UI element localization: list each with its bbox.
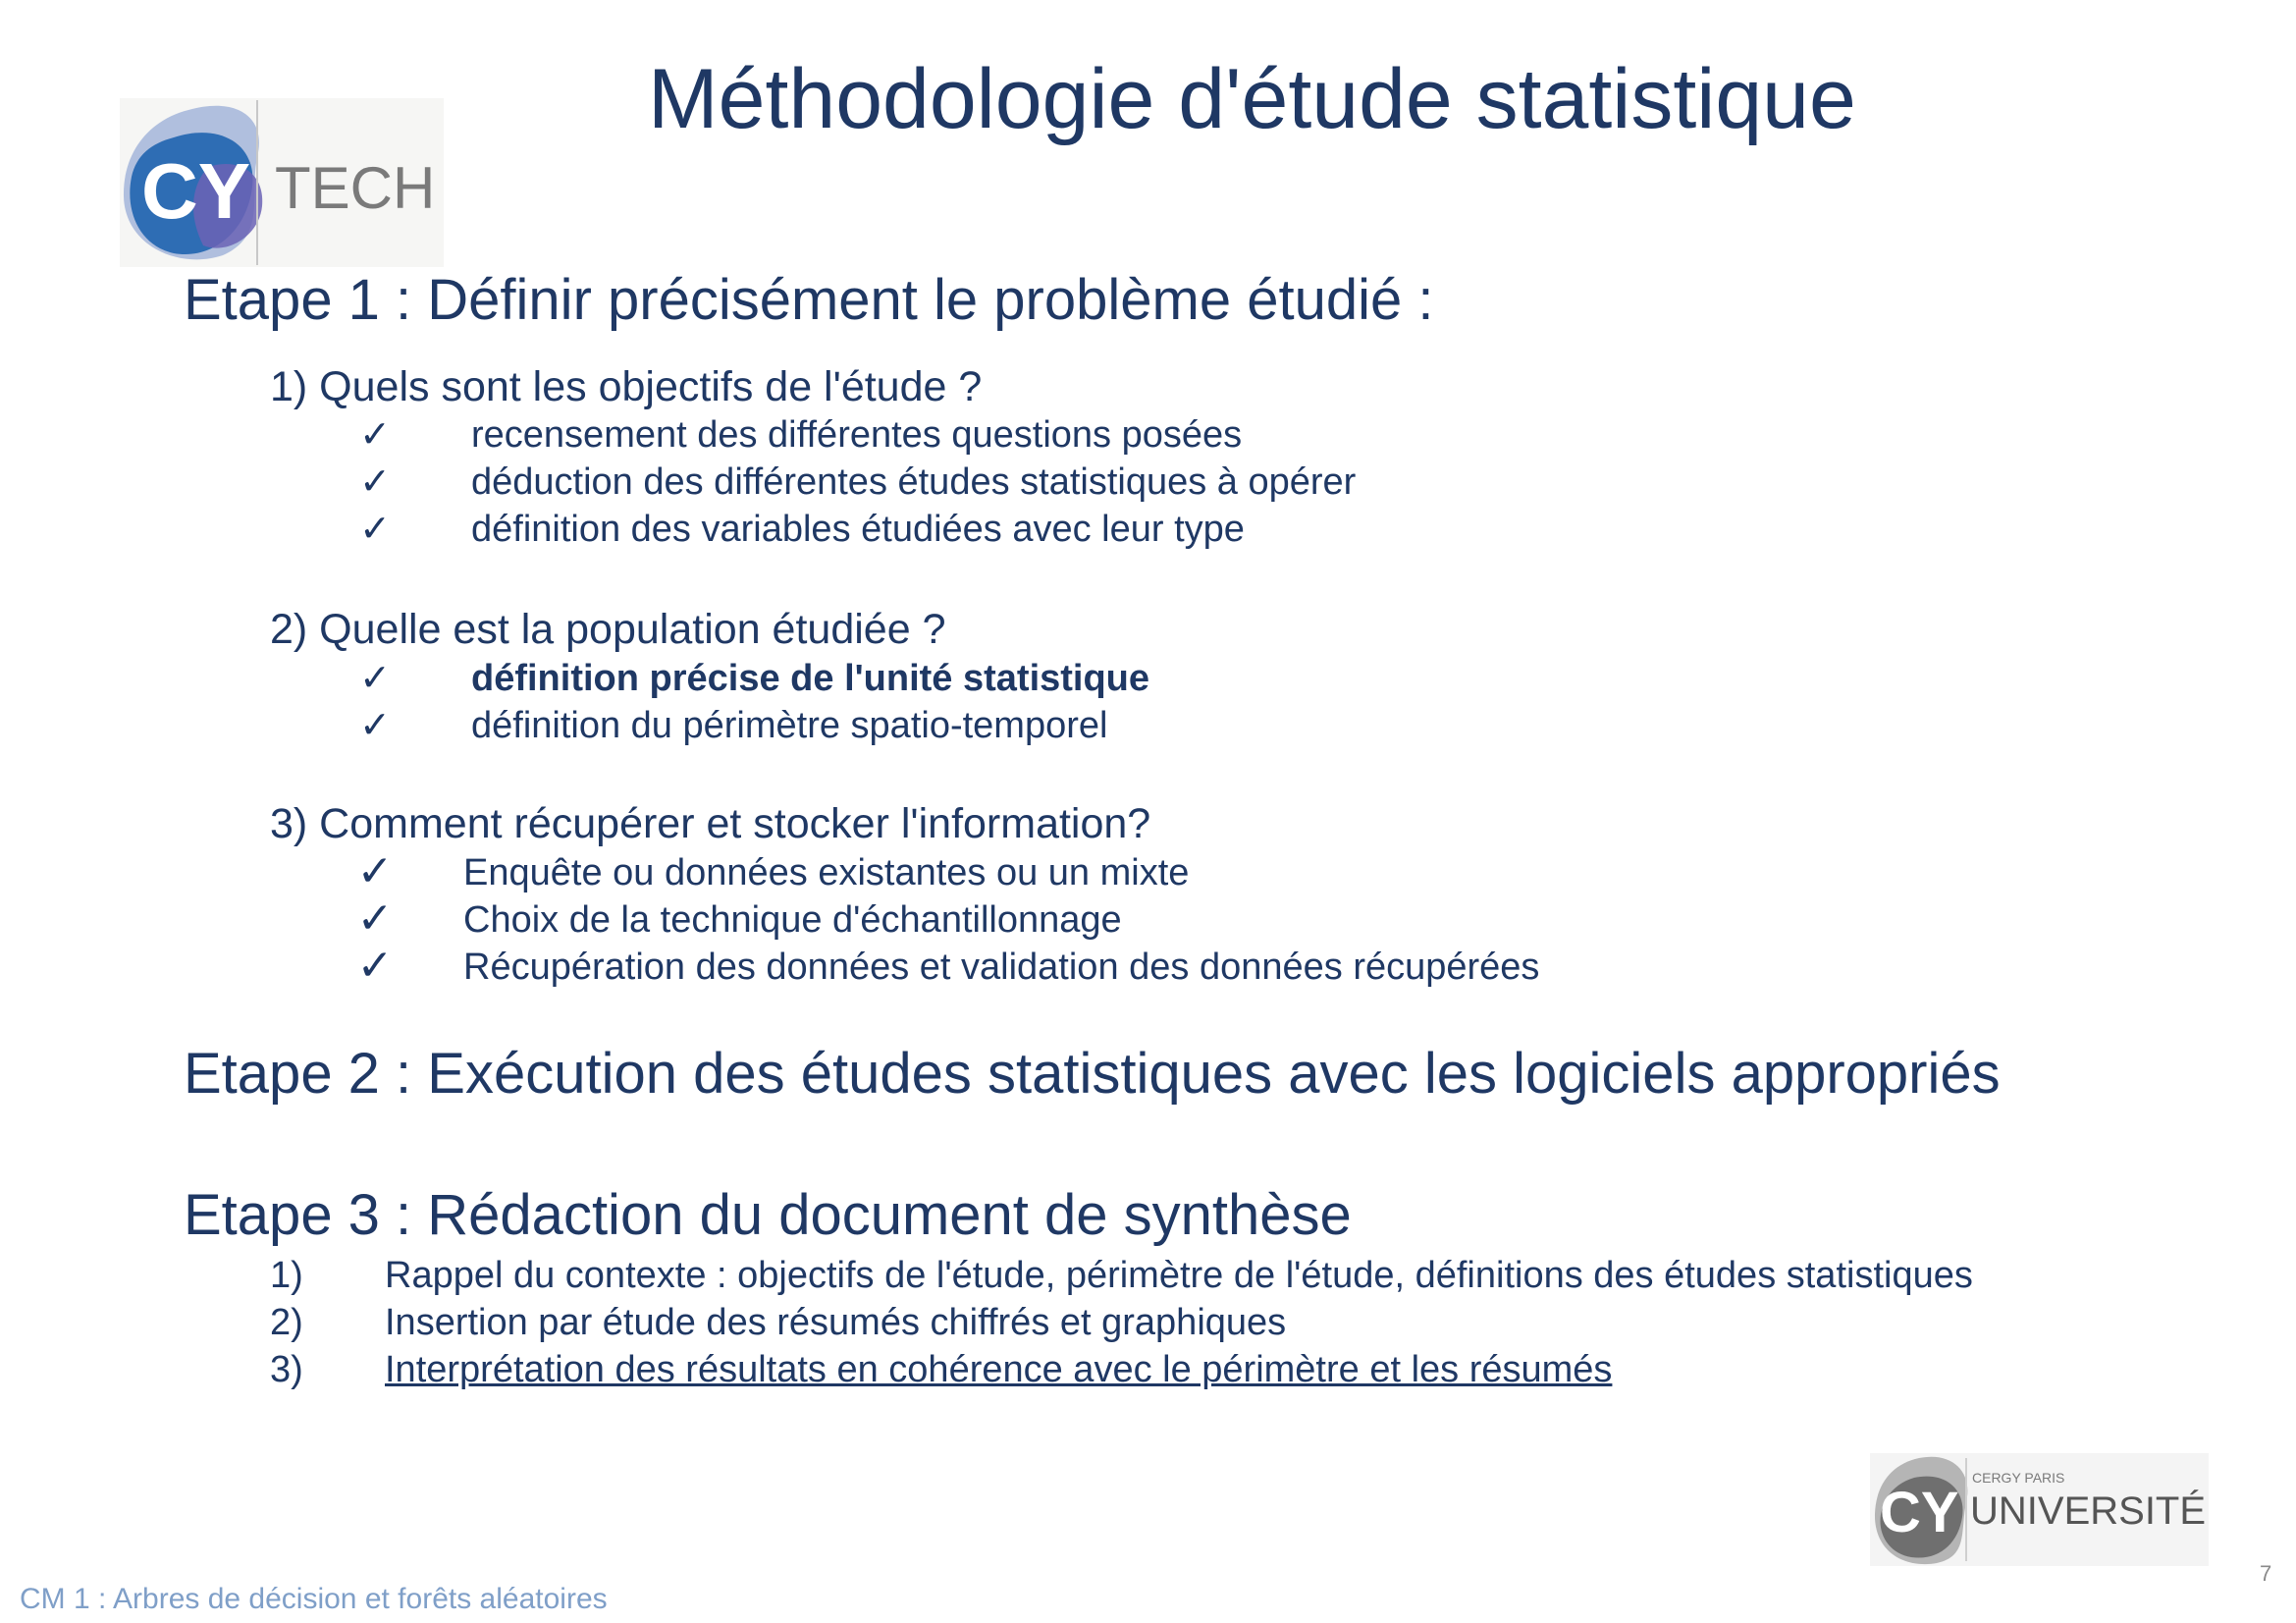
list-item: définition précise de l'unité statistique — [471, 658, 1150, 699]
etape1-heading: Etape 1 : Définir précisément le problème étudié : — [184, 268, 1434, 332]
check-icon: ✓ — [356, 894, 394, 943]
cy-universite-logo-icon — [1870, 1453, 2209, 1566]
question-1: 1) Quels sont les objectifs de l'étude ? — [270, 363, 983, 410]
check-icon: ✓ — [359, 705, 391, 746]
etape2-heading: Etape 2 : Exécution des études statistiques avec les logiciels appropriés — [184, 1042, 2001, 1106]
question-2: 2) Quelle est la population étudiée ? — [270, 606, 946, 653]
page-number: 7 — [2260, 1561, 2272, 1586]
list-number: 3) — [270, 1349, 303, 1390]
list-item: Choix de la technique d'échantillonnage — [463, 899, 1122, 941]
logo-cy-letters: CY — [141, 147, 251, 235]
check-icon: ✓ — [359, 509, 391, 550]
question-3: 3) Comment récupérer et stocker l'information? — [270, 800, 1151, 847]
page-title: Méthodologie d'étude statistique — [648, 52, 1856, 146]
check-icon: ✓ — [356, 847, 394, 895]
check-icon: ✓ — [356, 942, 394, 990]
list-item: définition du périmètre spatio-temporel — [471, 705, 1108, 746]
list-number: 1) — [270, 1255, 303, 1296]
logo-cyu-text: UNIVERSITÉ — [1970, 1489, 2207, 1533]
list-item: déduction des différentes études statistiques à opérer — [471, 461, 1357, 503]
list-item: recensement des différentes questions posées — [471, 414, 1243, 456]
list-number: 2) — [270, 1302, 303, 1343]
list-item: Interprétation des résultats en cohérence avec le périmètre et les résumés — [385, 1349, 1613, 1390]
list-item: définition des variables étudiées avec leur type — [471, 509, 1245, 550]
footer-text: CM 1 : Arbres de décision et forêts aléatoires — [20, 1583, 608, 1615]
etape3-heading: Etape 3 : Rédaction du document de synthèse — [184, 1183, 1352, 1247]
cy-tech-logo-icon — [120, 98, 444, 267]
logo-cyu-letters: CY — [1880, 1481, 1959, 1544]
check-icon: ✓ — [359, 461, 391, 503]
list-item: Rappel du contexte : objectifs de l'étude, périmètre de l'étude, définitions des études statistiques — [385, 1255, 1973, 1296]
list-item: Récupération des données et validation des données récupérées — [463, 947, 1540, 988]
check-icon: ✓ — [359, 658, 391, 699]
list-item: Enquête ou données existantes ou un mixte — [463, 852, 1190, 893]
list-item: Insertion par étude des résumés chiffrés et graphiques — [385, 1302, 1287, 1343]
logo-tech-text: TECH — [275, 155, 436, 221]
check-icon: ✓ — [359, 414, 391, 456]
logo-cyu-small: CERGY PARIS — [1972, 1470, 2065, 1486]
